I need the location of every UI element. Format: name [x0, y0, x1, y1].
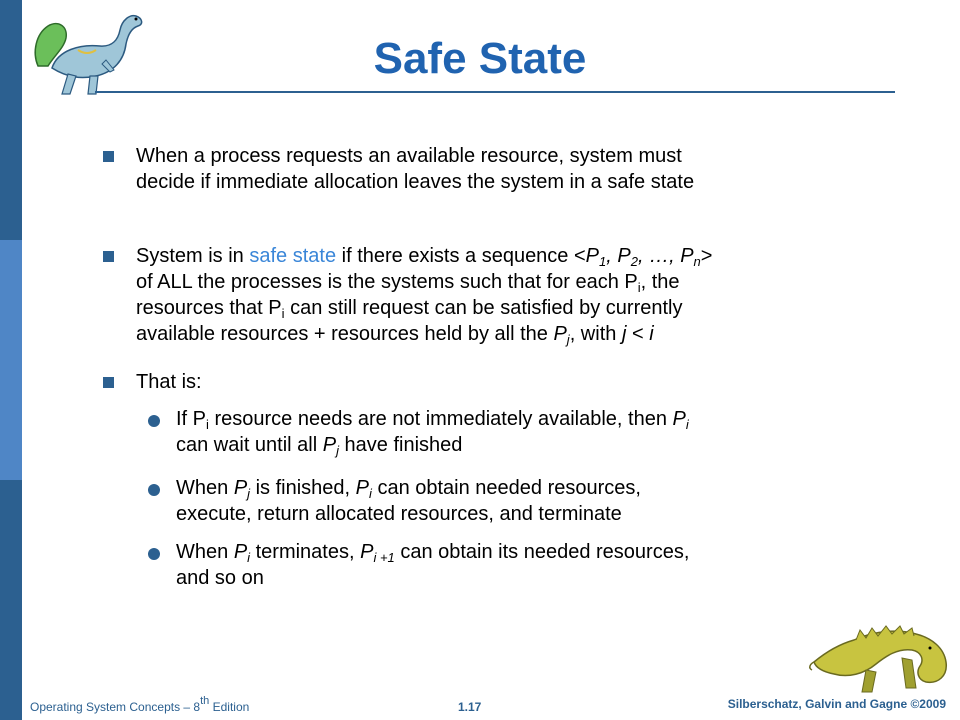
safe-state-term: safe state [249, 245, 337, 267]
footer-page-number: 1.17 [458, 700, 482, 714]
b2-post: if there exists a sequence < [336, 245, 586, 267]
sub-bullet-1-text: If $P_i$ resource needs are not immediately available, then $P_i$ can wait until all $P_j$ have finished [176, 408, 689, 458]
b2-line3: resources that P [136, 297, 282, 319]
bullet-square-icon [103, 251, 114, 262]
bullet-3-text: That is: [136, 371, 202, 393]
b2-line4: available resources + resources held by all the [136, 323, 554, 345]
sub-bullet-3-text: When $P_i$ terminates, $P_{i +1}$ can obtain its needed resources, and so on [176, 541, 690, 589]
bullet-2-text: System is in safe state if there exists a sequence $<P_1$, $P_2$, …, $P_n>$ of ALL the processes is the systems such that for each $P_i$, the resources that $P_i$ can still request can be satisfied by currently available resources + resources held by all the $P_j$, with j < i [136, 245, 713, 347]
bullet-1-line-2: decide if immediate allocation leaves the system in a safe state [136, 171, 695, 193]
bullet-dot-icon [148, 484, 160, 496]
b2-line2: of ALL the processes is the systems such that for each P [136, 271, 638, 293]
bullet-square-icon [103, 377, 114, 388]
bullet-square-icon [103, 151, 114, 162]
bullet-1-line-1: When a process requests an available resource, system must [136, 145, 682, 167]
bullet-1-text [136, 143, 694, 195]
footer-book-title: Operating System Concepts – 8th Edition [30, 695, 250, 714]
b2-pre: System is in [136, 245, 250, 267]
bullet-dot-icon [148, 415, 160, 427]
sub-bullet-2-text: When $P_j$ is finished, $P_i$ can obtain needed resources, execute, return allocated resources, and terminate [176, 477, 641, 525]
page-title: Safe State [373, 34, 587, 83]
seq-p1: $P_1$, $P_2$, …, $P_n$ [585, 245, 701, 269]
dinosaur-bottom-right-icon [806, 618, 956, 696]
bullet-dot-icon [148, 548, 160, 560]
footer-authors: Silberschatz, Galvin and Gagne ©2009 [727, 697, 946, 711]
